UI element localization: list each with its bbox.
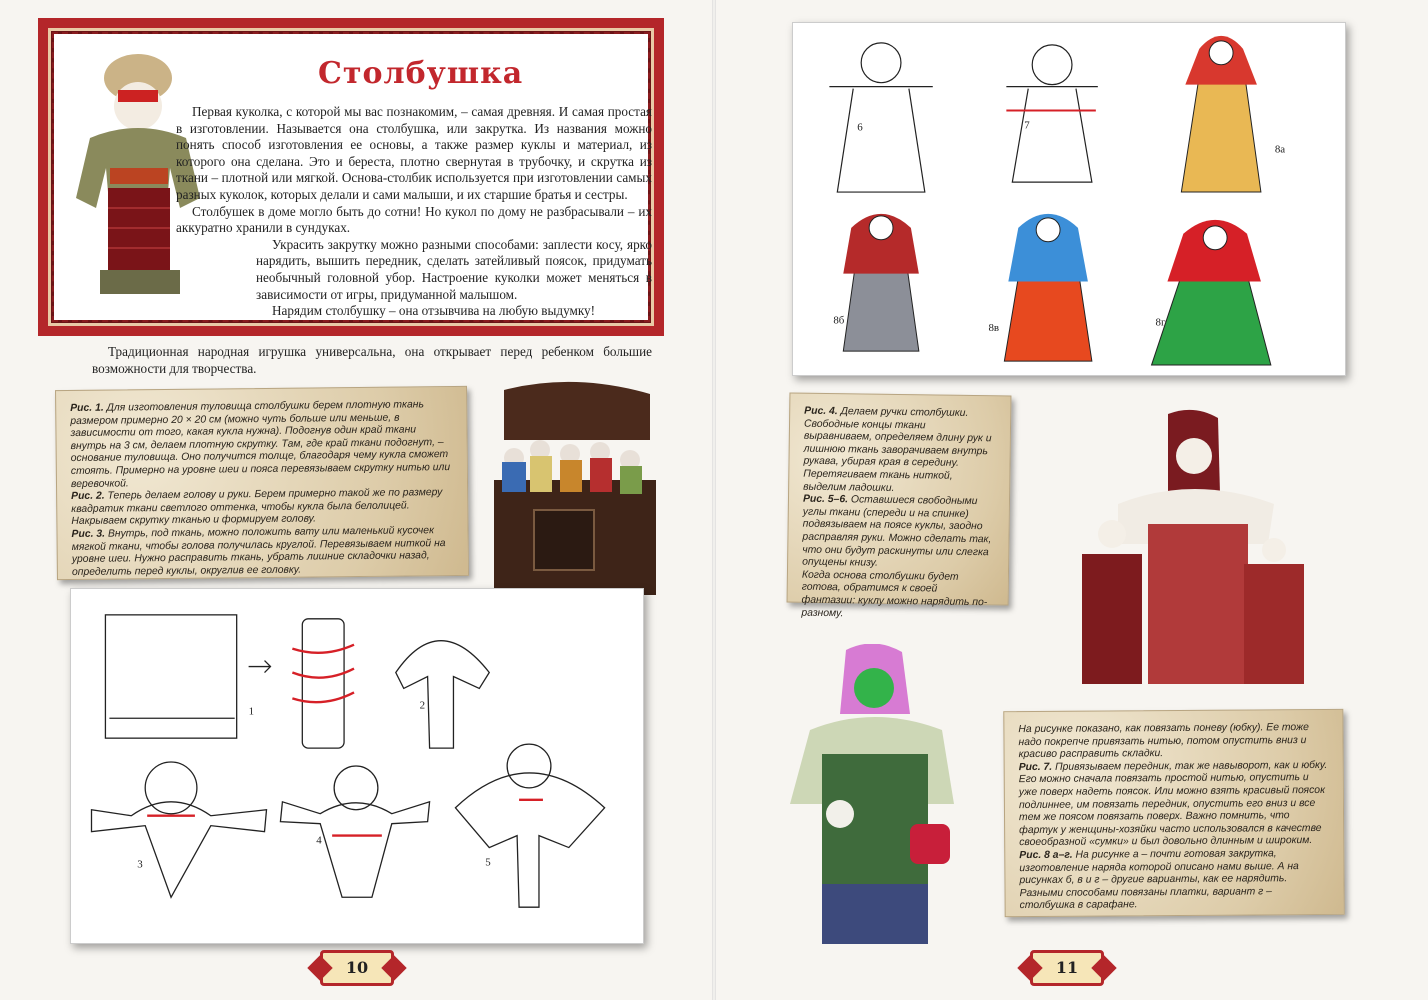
- note-paragraph: [71, 525, 454, 579]
- chest-photo: [474, 380, 666, 600]
- doll-with-baby-photo: [770, 644, 1000, 954]
- figure-label: 7: [1024, 119, 1030, 132]
- steps-diagram: [70, 588, 644, 944]
- figure-label: 8б: [833, 314, 845, 327]
- note-text: Оставшиеся свободными углы ткани (спереди и на спинке) подвязываем на поясе куклы, заодно расправляя руки. Можно сделать так, что они будут раскинуты или слегка опущены книзу.: [802, 494, 992, 569]
- page-title: Столбушка: [318, 56, 524, 91]
- figure-ref: Рис. 3.: [71, 528, 106, 540]
- note-text: Привязываем передник, так же навыворот, как и юбку. Его можно сначала повязать простой нитью, опустить и уже поверх надеть поясок. Или можно взять красивый поясок подлиннее, им повязать передник, опустить его вниз и все тем же поясом повязать поверх. Важно помнить, что фартук у женщины-хозяйки часто использовался в качестве своеобразной «сумки» и был довольно длинным и широким.: [1018, 759, 1328, 849]
- book-spine: [712, 0, 716, 1000]
- note-paragraph: [1018, 722, 1328, 762]
- dolls-group-photo: [1028, 404, 1320, 694]
- intro-paragraph: Нарядим столбушку – она отзывчива на любую выдумку!: [272, 303, 596, 319]
- figure-ref: Рис. 8 а–г.: [1019, 849, 1073, 862]
- figure-label: 8в: [988, 322, 1000, 335]
- note-text: На рисунке показано, как повязать поневу (юбку). Ее тоже надо покрепче привязать нитью, потом опустить вниз и красиво расправить складки.: [1018, 722, 1309, 761]
- note-text: Для изготовления туловища столбушки берем плотную ткань размером примерно 20 × 20 см (можно чуть больше или меньше, в зависимости от того, какая кукла нужна). Подогнув один край ткани внутрь на 3 см, делаем плотную скрутку. Там, где край ткани подогнут, – основание туловища. Оно получится толще, благодаря чему кукла сможет стоять. Примерно на уровне шеи и пояса перевязываем скрутку нитью или веревочкой.: [70, 399, 451, 490]
- note-paragraph: [71, 487, 453, 529]
- note-text: Делаем ручки столбушки. Свободные концы ткани выравниваем, определяем длину рук и лишнюю ткань заворачиваем внутрь рукава, убирая края в середину. Перетягиваем ткань ниткой, выделим ладошки.: [803, 406, 992, 494]
- figure-label: 6: [857, 121, 863, 134]
- step-label: 3: [137, 858, 143, 871]
- figure-ref: Рис. 4.: [804, 405, 838, 418]
- note-paragraph: [802, 494, 995, 572]
- figure-ref: Рис. 5–6.: [802, 493, 849, 506]
- instruction-note-right-bottom: [1003, 709, 1344, 917]
- note-text: Теперь делаем голову и руки. Берем примерно такой же по размеру квадратик ткани светлого оттенка, чтобы кукла была белолицей. Накрываем скрутку тканью и формируем голову.: [71, 487, 443, 528]
- intro-paragraph: Украсить закрутку можно разными способами: заплести косу, ярко нарядить, вышить передник, сделать затейливый поясок, придумать необычный головной убор. Настроение куколки может меняться в зависимости от игры, придуманной малышом.: [256, 236, 652, 302]
- note-paragraph: [70, 399, 453, 491]
- step-label: 1: [248, 705, 255, 718]
- figure-ref: Рис. 1.: [70, 402, 104, 415]
- figure-label: 8г: [1155, 316, 1166, 329]
- step-label: 2: [419, 699, 426, 712]
- page-number-left: 10: [320, 950, 394, 986]
- step-label: 4: [316, 834, 322, 847]
- note-paragraph: [801, 569, 994, 622]
- costume-diagram: [792, 22, 1346, 376]
- note-paragraph: [803, 406, 996, 497]
- note-text: На рисунке а – почти готовая закрутка, изготовление наряда которой описано нами выше. А на рисунках б, в и г – другие варианты, как ее нарядить. Разными способами повязаны платки, вариант г – столбушка в сарафане.: [1019, 848, 1299, 912]
- page-number-right: 11: [1030, 950, 1104, 986]
- intro-text: [176, 104, 652, 320]
- note-paragraph: [1019, 848, 1329, 913]
- note-paragraph: [1019, 760, 1330, 850]
- instruction-note-right-top: [787, 392, 1012, 619]
- figure-ref: Рис. 7.: [1018, 761, 1053, 773]
- figure-label: 8а: [1274, 143, 1286, 156]
- figure-ref: Рис. 2.: [71, 490, 105, 503]
- instruction-note-left: [55, 386, 469, 580]
- closing-text: Традиционная народная игрушка универсальна, она открывает перед ребенком большие возможности для творчества.: [92, 344, 652, 376]
- intro-paragraph: Столбушек в доме могло быть до сотни! Но кукол по дому не разбрасывали – их аккуратно хранили в сундуках.: [176, 203, 652, 236]
- note-text: Внутрь, под ткань, можно положить вату или маленький кусочек мягкой ткани, чтобы голова получилась круглой. Перевязываем ниткой на уровне шеи. Нужно расправить ткань, убрать лишние складочки назад, определить перед куклы, округлив ее головку.: [71, 525, 446, 578]
- step-label: 5: [485, 856, 491, 869]
- note-text: Когда основа столбушки будет готова, обратимся к своей фантазии: куклу можно нарядить по-разному.: [801, 569, 988, 619]
- intro-paragraph: Первая куколка, с которой мы вас познакомим, – самая древняя. И самая простая в изготовлении. Называется она столбушка, или закрутка. Из названия можно понять способ изготовления ее основы, а также размер куклы и материал, из которого она сделана. Это и береста, плотно свернутая в трубочку, и скрутка из ткани – плотной или мягкой. Основа-столбик используется при изготовлении самых разных куколок, которых делали и сами малыши, и их старшие братья и сестры.: [176, 104, 652, 202]
